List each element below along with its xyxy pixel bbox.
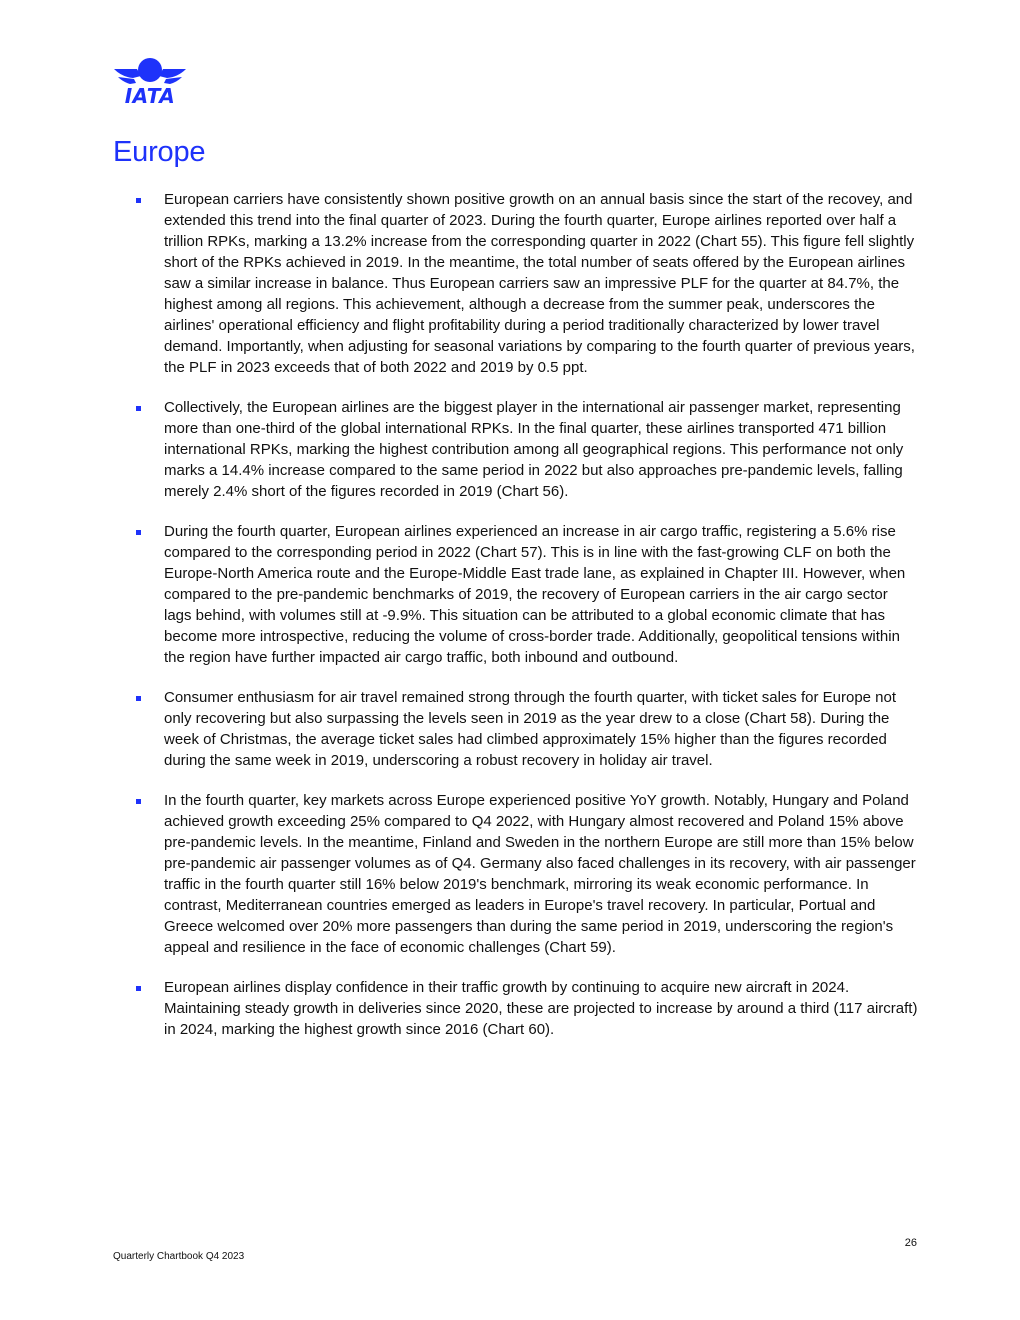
bullet-text: During the fourth quarter, European airlines experienced an increase in air cargo traffic, registering a 5.6% rise compared to the corresponding period in 2022 (Chart 57). This is in line with the fast-growing CLF on both the Europe-North America route and the Europe-Middle East trade lane, as explained in Chapter III. However, when compared to the pre-pandemic benchmarks of 2019, the recovery of European carriers in the air cargo sector lags behind, with volumes still at -9.9%. This situation can be attributed to a global economic climate that has become more introspective, reducing the volume of cross-border trade. Additionally, geopolitical tensions within the region have further impacted air cargo traffic, both inbound and outbound. (164, 523, 906, 666)
bullet-text: Collectively, the European airlines are the biggest player in the international air passenger market, representing more than one-third of the global international RPKs. In the final quarter, these airlines transported 471 billion international RPKs, marking the highest contribution among all geographical regions. This performance not only marks a 14.4% increase compared to the same period in 2022 but also approaches pre-pandemic levels, falling merely 2.4% short of the figures recorded in 2019 (Chart 56). (164, 399, 904, 500)
page-title: Europe (113, 136, 206, 168)
page-number: 26 (904, 1237, 917, 1249)
footer-document-label: Quarterly Chartbook Q4 2023 (113, 1251, 245, 1262)
iata-logo (113, 56, 187, 106)
bullet-text: In the fourth quarter, key markets across Europe experienced positive YoY growth. Notably, Hungary and Poland achieved growth exceeding 25% compared to Q4 2022, with Hungary almost recovered and Poland 15% above pre-pandemic levels. In the meantime, Finland and Sweden in the northern Europe are still more than 15% below pre-pandemic air passenger volumes as of Q4. Germany also faced challenges in its recovery, with air passenger traffic in the fourth quarter still 16% below 2019's benchmark, mirroring its weak economic performance. In contrast, Mediterranean countries emerged as leaders in Europe's travel recovery. In particular, Portual and Greece welcomed over 20% more passengers than during the same period in 2019, underscoring the region's appeal and resilience in the face of economic challenges (Chart 59). (164, 792, 916, 956)
bullet-text: European carriers have consistently shown positive growth on an annual basis since the start of the recovey, and extended this trend into the final quarter of 2023. During the fourth quarter, Europe airlines reported over half a trillion RPKs, marking a 13.2% increase from the corresponding quarter in 2022 (Chart 55). This figure fell slightly short of the RPKs achieved in 2019. In the meantime, the total number of seats offered by the European airlines saw a similar increase in balance. Thus European carriers saw an impressive PLF for the quarter at 84.7%, the highest among all regions. This achievement, although a decrease from the summer peak, underscores the airlines' operational efficiency and flight profitability during a period traditionally characterized by lower travel demand. Importantly, when adjusting for seasonal variations by comparing to the fourth quarter of previous years, the PLF in 2023 exceeds that of both 2022 and 2019 by 0.5 ppt. (164, 191, 915, 376)
bullet-square-icon (136, 406, 141, 411)
bullet-item (113, 790, 918, 958)
bullet-item (113, 397, 918, 502)
bullet-square-icon (136, 799, 141, 804)
logo-text: IATA (124, 84, 176, 106)
bullet-square-icon (136, 696, 141, 701)
bullet-text: European airlines display confidence in their traffic growth by continuing to acquire new aircraft in 2024. Maintaining steady growth in deliveries since 2020, these are projected to increase by around a third (117 aircraft) in 2024, marking the highest growth since 2016 (Chart 60). (164, 979, 918, 1038)
bullet-square-icon (136, 986, 141, 991)
bullet-item (113, 977, 918, 1040)
bullet-text: Consumer enthusiasm for air travel remained strong through the fourth quarter, with ticket sales for Europe not only recovering but also surpassing the levels seen in 2019 as the year drew to a close (Chart 58). During the week of Christmas, the average ticket sales had climbed approximately 15% higher than the figures recorded during the same week in 2019, underscoring a robust recovery in holiday air travel. (164, 689, 897, 769)
bullet-list (113, 189, 918, 1059)
bullet-item (113, 687, 918, 771)
iata-winged-globe-icon (114, 58, 186, 84)
bullet-item (113, 521, 918, 668)
bullet-square-icon (136, 198, 141, 203)
bullet-square-icon (136, 530, 141, 535)
bullet-item (113, 189, 918, 378)
